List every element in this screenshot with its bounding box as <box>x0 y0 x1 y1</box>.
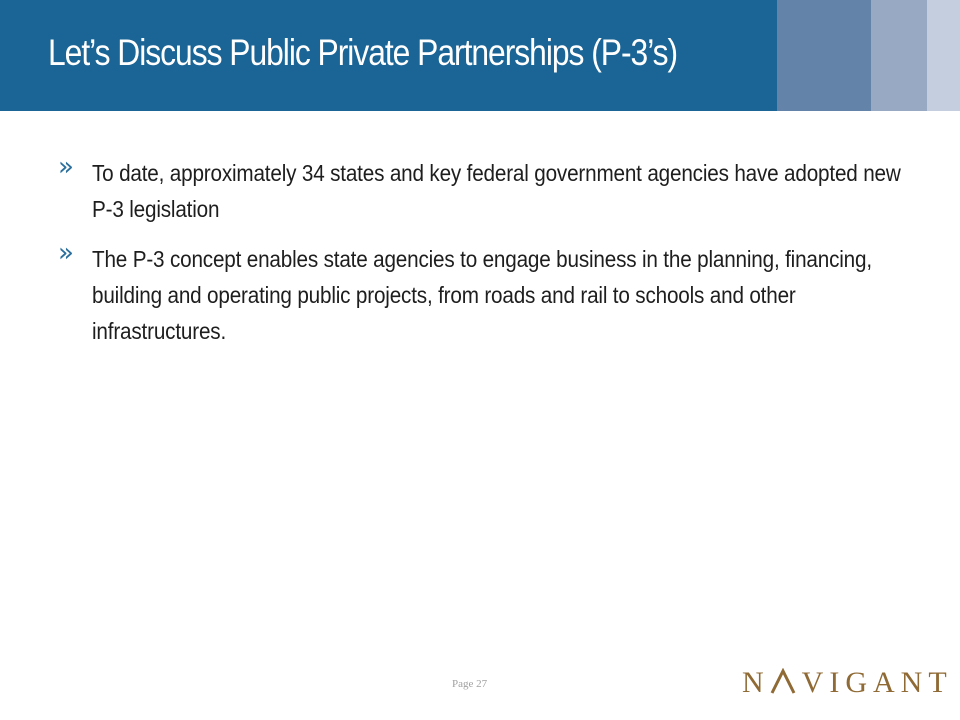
bullet-item <box>58 152 928 227</box>
slide-title: Let’s Discuss Public Private Partnerships (P-3’s) <box>48 32 678 73</box>
logo-prefix: N <box>742 666 770 699</box>
bullet-list <box>58 152 928 363</box>
page-number: Page 27 <box>452 678 488 690</box>
header-accent-block-2 <box>871 0 927 111</box>
header-accent-block-3 <box>927 0 960 111</box>
stylized-a-chevron-icon <box>770 668 796 692</box>
header-accent-block-1 <box>777 0 871 111</box>
bullet-marker-icon: » <box>58 238 74 268</box>
bullet-item <box>58 238 928 349</box>
bullet-text: To date, approximately 34 states and key federal government agencies have adopted new P-3 legislation <box>92 160 901 222</box>
navigant-logo <box>742 666 953 700</box>
logo-suffix: VIGANT <box>801 666 953 699</box>
title-bar <box>0 0 777 111</box>
bullet-marker-icon: » <box>58 152 74 182</box>
bullet-text: The P-3 concept enables state agencies to engage business in the planning, financing, building and operating public projects, from roads and rail to schools and other infrastructures. <box>92 246 872 344</box>
